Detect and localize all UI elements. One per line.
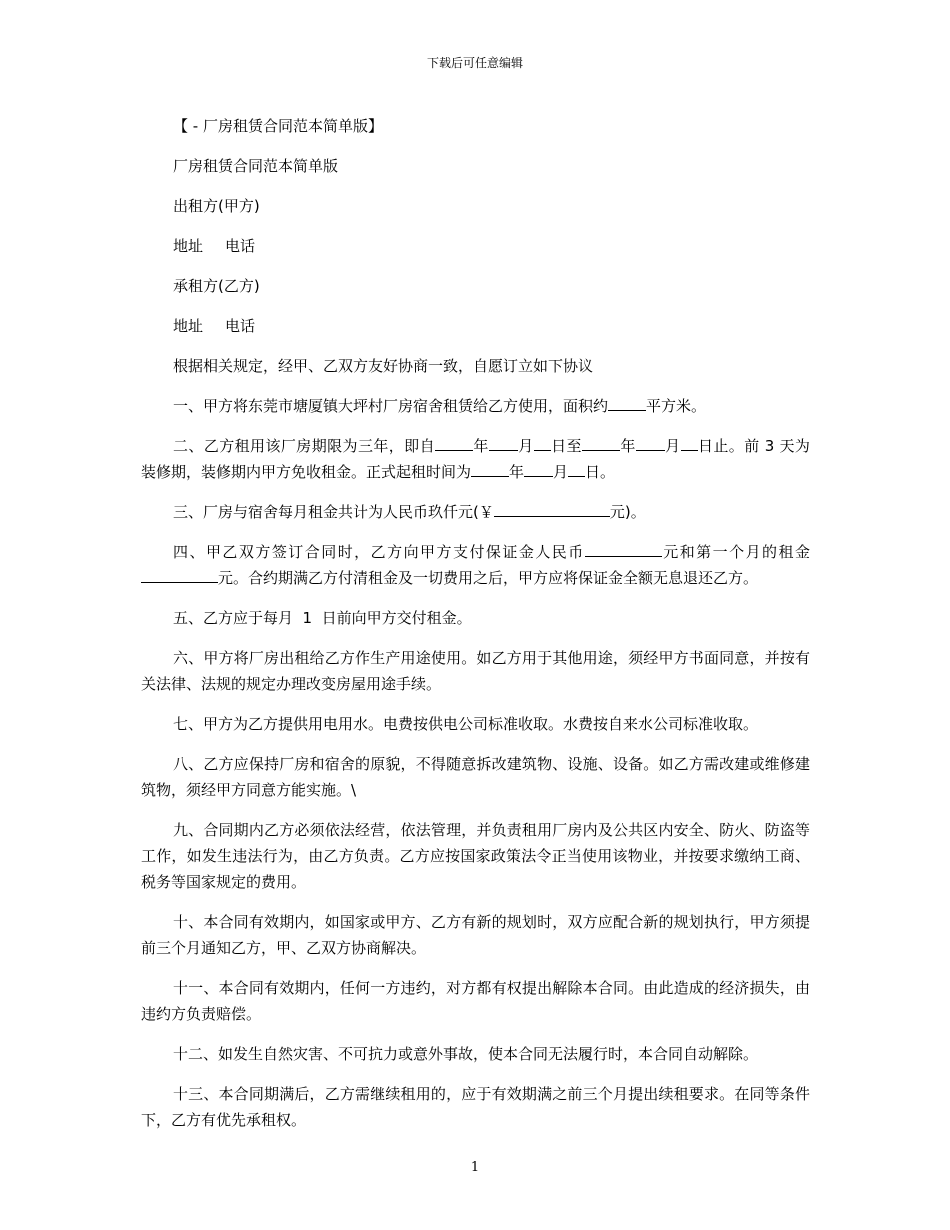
rent-month-blank: [524, 459, 553, 477]
end-day-blank: [681, 433, 698, 451]
deposit-blank: [585, 539, 662, 557]
page-number: 1: [470, 1160, 480, 1175]
clause-12: 十二、如发生自然灾害、不可抗力或意外事故，使本合同无法履行时，本合同自动解除。: [173, 1045, 759, 1063]
clause-3: 三、厂房与宿舍每月租金共计为人民币玖仟元(￥ 元)。: [141, 499, 810, 525]
document-body: [141, 113, 810, 1147]
area-blank: [608, 393, 646, 411]
first-rent-blank: [141, 565, 218, 583]
rent-amount-blank: [494, 499, 610, 517]
start-year-blank: [435, 433, 473, 451]
page-header: [0, 54, 950, 71]
document-title: 厂房租赁合同范本简单版: [173, 157, 339, 175]
rent-day-blank: [568, 459, 585, 477]
clause-11: 十一、本合同有效期内，任何一方违约，对方都有权提出解除本合同。由此造成的经济损失，由违约方负责赔偿。: [141, 979, 810, 1023]
header-text: 下载后可任意编辑: [426, 56, 523, 70]
clause-13: 十三、本合同期满后，乙方需继续租用的，应于有效期满之前三个月提出续租要求。在同等条件下，乙方有优先承租权。: [141, 1085, 810, 1129]
rent-year-blank: [471, 459, 509, 477]
clause-4: 四、甲乙双方签订合同时，乙方向甲方支付保证金人民币 元和第一个月的租金元。合约期满乙方付清租金及一切费用之后，甲方应将保证金全额无息退还乙方。: [141, 539, 810, 591]
lessee-address-label: 地址: [173, 317, 204, 335]
lessor-address-label: 地址: [173, 237, 204, 255]
clause-6: 六、甲方将厂房出租给乙方作生产用途使用。如乙方用于其他用途，须经甲方书面同意，并按有关法律、法规的规定办理改变房屋用途手续。: [141, 649, 810, 693]
page-footer: [0, 1160, 950, 1175]
lessor-phone-label: 电话: [225, 237, 256, 255]
lessee-contact: [141, 313, 810, 339]
clause-5: 五、乙方应于每月 1 日前向甲方交付租金。: [173, 609, 472, 627]
clause-2: 二、乙方租用该厂房期限为三年，即自 年 月 日至 年 月 日止。前 3 天为装修期，装修期内甲方免收租金。正式起租时间为 年 月 日。: [141, 433, 810, 485]
start-day-blank: [534, 433, 551, 451]
clause-1: 一、甲方将东莞市塘厦镇大坪村厂房宿舍租赁给乙方使用，面积约 平方米。: [141, 393, 810, 419]
lessee-label: 承租方(乙方): [173, 277, 260, 295]
clause-10: 十、本合同有效期内，如国家或甲方、乙方有新的规划时，双方应配合新的规划执行，甲方须提前三个月通知乙方，甲、乙双方协商解决。: [141, 913, 810, 957]
clause-7: 七、甲方为乙方提供用电用水。电费按供电公司标准收取。水费按自来水公司标准收取。: [173, 715, 759, 733]
end-month-blank: [636, 433, 665, 451]
lessor-label: 出租方(甲方): [173, 197, 260, 215]
document-heading: 【 - 厂房租赁合同范本简单版】: [173, 117, 383, 135]
lessor-contact: [141, 233, 810, 259]
start-month-blank: [489, 433, 518, 451]
clause-8: 八、乙方应保持厂房和宿舍的原貌，不得随意拆改建筑物、设施、设备。如乙方需改建或维修建筑物，须经甲方同意方能实施。\: [141, 755, 810, 799]
clause-9: 九、合同期内乙方必须依法经营，依法管理，并负责租用厂房内及公共区内安全、防火、防盗等工作，如发生违法行为，由乙方负责。乙方应按国家政策法令正当使用该物业，并按要求缴纳工商、税务等国家规定的费用。: [141, 821, 810, 891]
agreement-intro: 根据相关规定，经甲、乙双方友好协商一致，自愿订立如下协议: [173, 357, 594, 375]
end-year-blank: [582, 433, 620, 451]
lessee-phone-label: 电话: [225, 317, 256, 335]
